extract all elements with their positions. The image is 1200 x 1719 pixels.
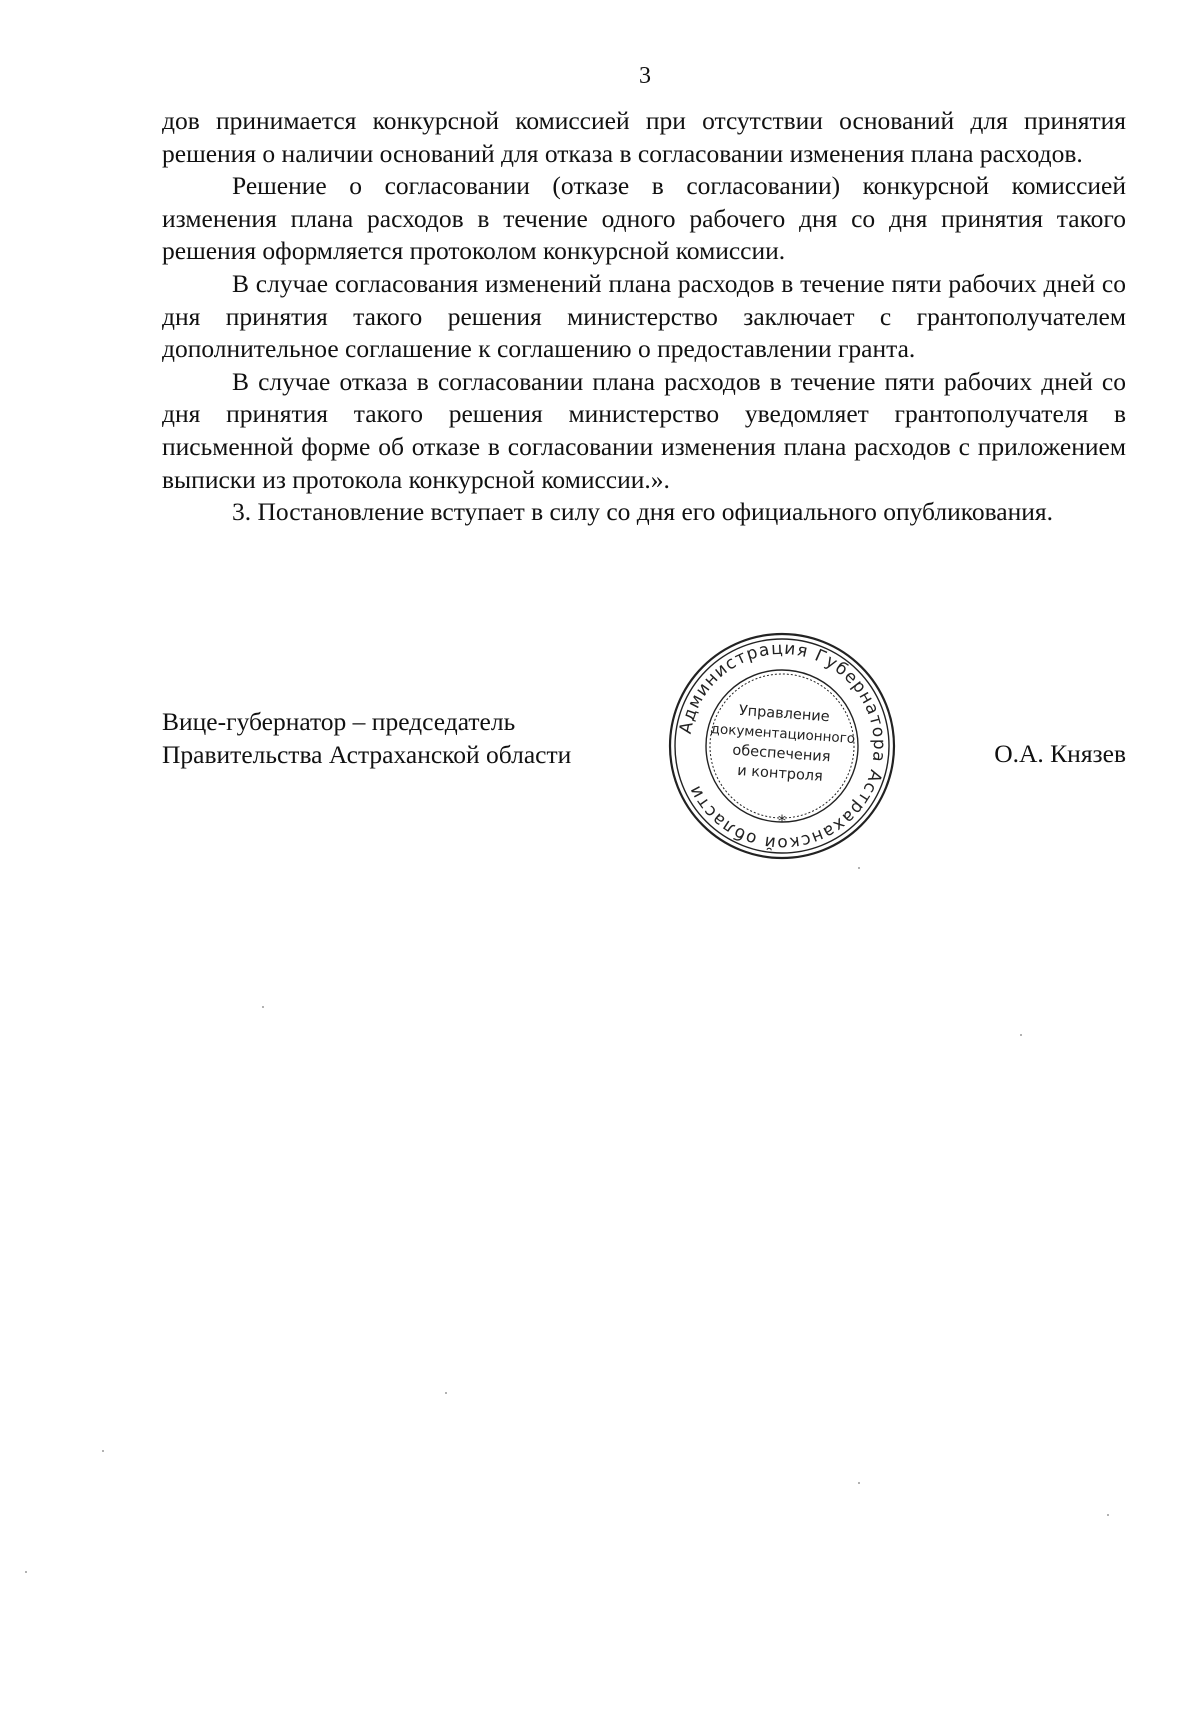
seal-inner-line2: документационного [710, 721, 856, 748]
seal-outer-text: Администрация Губернатора Астраханской области [675, 638, 890, 854]
signatory-position-line1: Вице-губернатор – председатель [162, 707, 516, 736]
seal-inner-line4: и контроля [736, 762, 824, 785]
signatory-position [162, 706, 571, 771]
official-seal-graphic [666, 630, 898, 862]
scan-speck [858, 1482, 860, 1484]
signatory-name: О.А. Князев [994, 739, 1126, 768]
seal-inner-line3: обеспечения [731, 742, 831, 766]
document-body [162, 105, 1126, 529]
scan-speck [262, 1006, 264, 1008]
paragraph-decision: Решение о согласовании (отказе в согласовании) конкурсной комиссией изменения плана расходов в течение одного рабочего дня со дня принятия такого решения оформляется протоколом конкурсной комиссии. [162, 171, 1126, 266]
scan-speck [1020, 1034, 1022, 1036]
scan-speck [858, 867, 860, 869]
scan-speck [102, 1450, 104, 1452]
scan-speck [445, 1392, 447, 1394]
official-seal [666, 630, 898, 862]
signatory-position-line2: Правительства Астраханской области [162, 739, 572, 769]
seal-inner-line1: Управление [738, 702, 831, 726]
paragraph-refusal: В случае отказа в согласовании плана расходов в течение пяти рабочих дней со дня принятия такого решения министерство уведомляет грантополучателя в письменной форме об отказе в согласовании изменения плана расходов с приложением выписки из протокола конкурсной комиссии.». [162, 366, 1126, 494]
scan-speck [1107, 1514, 1109, 1516]
paragraph-approval: В случае согласования изменений плана расходов в течение пяти рабочих дней со дня принятия такого решения министерство заключает с грантополучателем дополнительное соглашение к соглашению о предоставлении гранта. [162, 268, 1126, 364]
scan-speck [25, 1571, 27, 1573]
paragraph-continuation: дов принимается конкурсной комиссией при отсутствии оснований для принятия решения о наличии оснований для отказа в согласовании изменения плана расходов. [162, 106, 1126, 168]
seal-star: * [778, 811, 786, 830]
paragraph-effective-date: 3. Постановление вступает в силу со дня его официального опубликования. [232, 497, 1053, 527]
page-number: 3 [639, 63, 651, 89]
